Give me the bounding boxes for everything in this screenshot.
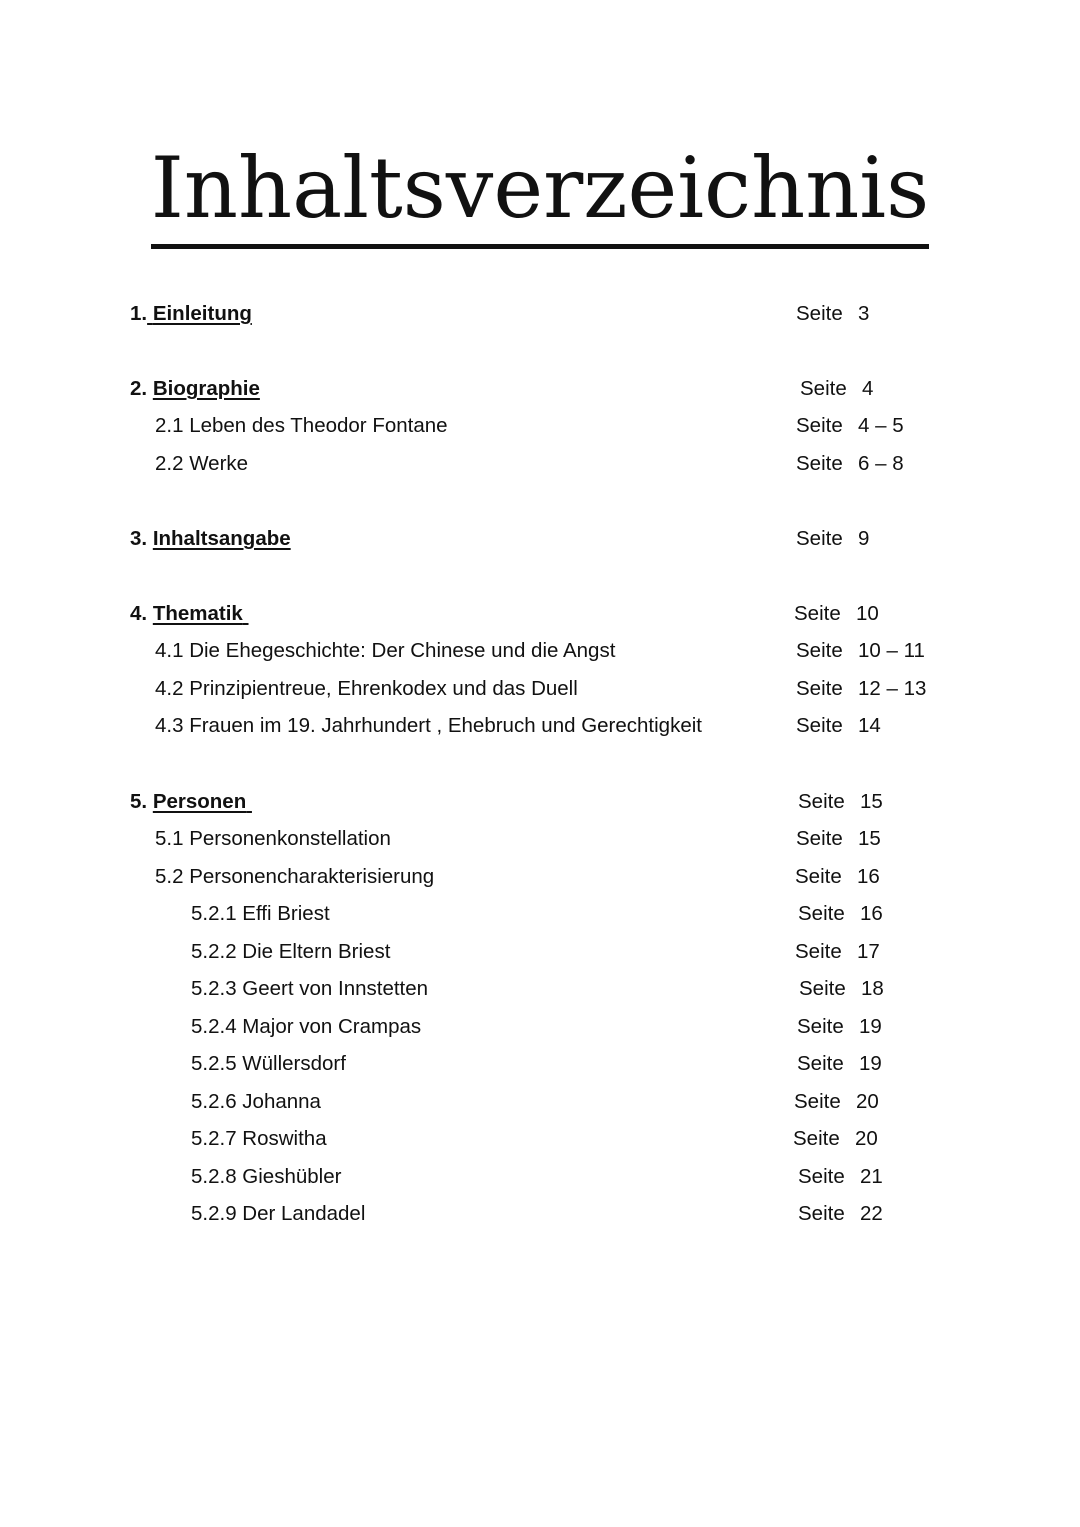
page-number: 10 – 11 <box>858 639 925 662</box>
page-number: 17 <box>857 940 880 963</box>
page-word: Seite <box>797 1015 844 1038</box>
toc-entry-eltern-briest <box>0 937 1080 967</box>
section-number: 3. <box>130 527 148 550</box>
toc-page-ref <box>794 599 879 629</box>
toc-subentry-title: 5.2.4 Major von Crampas <box>191 1015 422 1038</box>
section-title: Personen <box>152 790 247 813</box>
toc-entry-einleitung <box>0 299 1080 329</box>
toc-page-ref <box>793 1124 878 1154</box>
toc-page-ref <box>796 636 925 666</box>
section-number: 5. <box>130 790 148 813</box>
toc-page-ref <box>798 899 883 929</box>
toc-subentry-title: 5.2.3 Geert von Innstetten <box>191 977 429 1000</box>
toc-section-heading <box>130 374 260 404</box>
page-number: 3 <box>858 302 870 325</box>
section-number: 1. <box>130 302 148 325</box>
toc-entry-inhaltsangabe <box>0 524 1080 554</box>
page-number: 15 <box>860 790 883 813</box>
toc-page-ref <box>796 524 869 554</box>
page-word: Seite <box>796 677 843 700</box>
page-word: Seite <box>796 527 843 550</box>
page-word: Seite <box>798 1165 845 1188</box>
toc-entry-leben <box>0 411 1080 441</box>
page-word: Seite <box>797 1052 844 1075</box>
page-word: Seite <box>798 1202 845 1225</box>
toc-subentry-title: 5.2.9 Der Landadel <box>191 1202 366 1225</box>
toc-entry-johanna <box>0 1087 1080 1117</box>
section-number: 4. <box>130 602 148 625</box>
toc-page-ref <box>798 1162 883 1192</box>
toc-page-ref <box>798 1199 883 1229</box>
toc-entry-crampas <box>0 1012 1080 1042</box>
toc-subentry-title: 4.1 Die Ehegeschichte: Der Chinese und die Angst <box>155 639 616 662</box>
page-number: 20 <box>856 1090 879 1113</box>
page-word: Seite <box>796 714 843 737</box>
toc-subentry-title: 5.2 Personencharakterisierung <box>155 865 435 888</box>
toc-subentry-title: 5.2.8 Gieshübler <box>191 1165 342 1188</box>
toc-section-heading <box>130 787 252 817</box>
toc-entry-personen <box>0 787 1080 817</box>
toc-subentry-title: 2.2 Werke <box>155 452 249 475</box>
page-number: 16 <box>857 865 880 888</box>
toc-entry-werke <box>0 449 1080 479</box>
toc-page-ref <box>794 1087 879 1117</box>
toc-page-ref <box>796 449 904 479</box>
page-word: Seite <box>799 977 846 1000</box>
toc-entry-effi-briest <box>0 899 1080 929</box>
page-number: 22 <box>860 1202 883 1225</box>
page-number: 9 <box>858 527 870 550</box>
page-number: 15 <box>858 827 881 850</box>
toc-entry-biographie <box>0 374 1080 404</box>
toc-entry-frauen <box>0 711 1080 741</box>
toc-page-ref <box>800 374 873 404</box>
toc-page-ref <box>796 711 881 741</box>
page-word: Seite <box>795 865 842 888</box>
page-word: Seite <box>795 940 842 963</box>
page-number: 12 – 13 <box>858 677 927 700</box>
toc-page-ref <box>797 1049 882 1079</box>
toc-section-heading <box>130 524 291 554</box>
toc-subentry-title: 5.1 Personenkonstellation <box>155 827 391 850</box>
toc-page-ref <box>796 411 904 441</box>
toc-page-ref <box>796 299 869 329</box>
toc-entry-wuellersdorf <box>0 1049 1080 1079</box>
page-number: 4 <box>862 377 874 400</box>
toc-subentry-title: 2.1 Leben des Theodor Fontane <box>155 414 448 437</box>
page-number: 6 – 8 <box>858 452 904 475</box>
toc-page-ref <box>795 937 880 967</box>
page-word: Seite <box>796 452 843 475</box>
toc-entry-gieshuebler <box>0 1162 1080 1192</box>
section-number: 2. <box>130 377 148 400</box>
toc-subentry-title: 5.2.7 Roswitha <box>191 1127 327 1150</box>
page-number: 16 <box>860 902 883 925</box>
toc-subentry-title: 5.2.2 Die Eltern Briest <box>191 940 391 963</box>
page-number: 19 <box>859 1052 882 1075</box>
page-number: 14 <box>858 714 881 737</box>
page-word: Seite <box>794 602 841 625</box>
toc-subentry-title: 5.2.5 Wüllersdorf <box>191 1052 346 1075</box>
page-title-text: Inhaltsverzeichnis <box>151 138 930 249</box>
page-word: Seite <box>800 377 847 400</box>
page-word: Seite <box>793 1127 840 1150</box>
page-number: 18 <box>861 977 884 1000</box>
page-number: 10 <box>856 602 879 625</box>
toc-page-ref <box>796 674 926 704</box>
page-word: Seite <box>798 790 845 813</box>
section-title: Biographie <box>152 377 260 400</box>
page-word: Seite <box>794 1090 841 1113</box>
page-number: 19 <box>859 1015 882 1038</box>
toc-entry-personencharakterisierung <box>0 862 1080 892</box>
toc-page-ref <box>798 787 883 817</box>
toc-page-ref <box>796 824 881 854</box>
section-title: Thematik <box>152 602 243 625</box>
toc-subentry-title: 4.2 Prinzipientreue, Ehrenkodex und das Duell <box>155 677 578 700</box>
page-number: 4 – 5 <box>858 414 904 437</box>
toc-entry-prinzipientreue <box>0 674 1080 704</box>
toc-page-ref <box>797 1012 882 1042</box>
page-number: 21 <box>860 1165 883 1188</box>
toc-subentry-title: 4.3 Frauen im 19. Jahrhundert , Ehebruch und Gerechtigkeit <box>155 714 702 737</box>
page-word: Seite <box>796 827 843 850</box>
toc-section-heading <box>130 299 252 329</box>
page-word: Seite <box>796 639 843 662</box>
toc-section-heading <box>130 599 249 629</box>
page-number: 20 <box>855 1127 878 1150</box>
toc-page-ref <box>799 974 884 1004</box>
toc-page-ref <box>795 862 880 892</box>
toc-subentry-title: 5.2.6 Johanna <box>191 1090 321 1113</box>
section-title: Inhaltsangabe <box>152 527 291 550</box>
section-title: Einleitung <box>152 302 252 325</box>
toc-entry-thematik <box>0 599 1080 629</box>
toc-entry-ehegeschichte <box>0 636 1080 666</box>
page-word: Seite <box>796 414 843 437</box>
toc-entry-roswitha <box>0 1124 1080 1154</box>
page-word: Seite <box>796 302 843 325</box>
page-title <box>0 138 1080 249</box>
toc-subentry-title: 5.2.1 Effi Briest <box>191 902 330 925</box>
toc-entry-innstetten <box>0 974 1080 1004</box>
toc-entry-landadel <box>0 1199 1080 1229</box>
page-word: Seite <box>798 902 845 925</box>
toc-entry-personenkonstellation <box>0 824 1080 854</box>
